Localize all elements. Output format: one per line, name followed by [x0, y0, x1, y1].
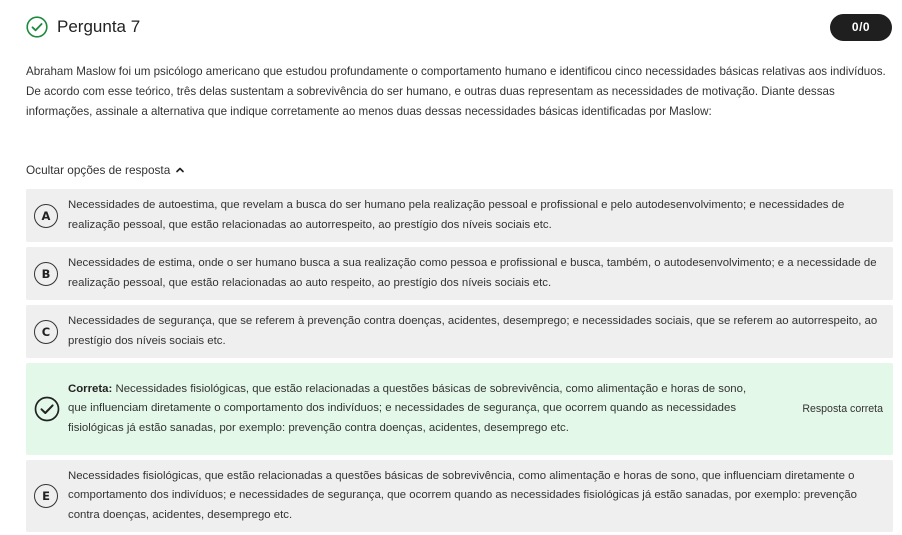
answer-option-a[interactable] — [26, 189, 893, 242]
answer-option-e[interactable] — [26, 460, 893, 532]
option-text-a: Necessidades de autoestima, que revelam a busca do ser humano pela realização pessoal e profissional e pelo autodesenvolvimento; e necessidades de realização pessoal, que estão relacionadas ao autorrespeito, ao prestígio dos níveis sociais etc. — [68, 199, 845, 231]
option-text-c: Necessidades de segurança, que se referem à prevenção contra doenças, acidentes, desemprego; e necessidades sociais, que se referem ao autorrespeito, ao prestígio dos níveis sociais etc. — [68, 315, 878, 347]
check-circle-icon — [34, 396, 60, 422]
answer-option-b[interactable] — [26, 247, 893, 300]
question-title: Pergunta 7 — [57, 17, 141, 36]
correct-prefix: Correta: — [68, 382, 113, 395]
hide-options-toggle[interactable] — [26, 163, 185, 177]
question-text: Abraham Maslow foi um psicólogo americano que estudou profundamente o comportamento humano e identificou cinco necessidades básicas relativas aos indivíduos. De acordo com esse teórico, três delas sustentam a sobrevivência do ser humano, e outras duas representam as necessidades de motivação. Diante dessas informações, assinale a alternativa que indique corretamente ao menos duas dessas necessidades básicas identificadas por Maslow: — [26, 65, 886, 118]
question-header — [26, 12, 892, 42]
correct-answer-label: Resposta correta — [802, 403, 883, 415]
option-letter-b: B — [34, 262, 58, 286]
option-letter-a: A — [34, 204, 58, 228]
option-text-d — [68, 380, 748, 439]
hide-options-label: Ocultar opções de resposta — [26, 163, 171, 177]
answer-option-c[interactable] — [26, 305, 893, 358]
option-text-d-body: Necessidades fisiológicas, que estão relacionadas a questões básicas de sobrevivência, como alimentação e horas de sono, que influenciam diretamente o comportamento dos indivíduos; e necessidades de segurança, que ocorrem quando as necessidades fisiológicas já estão sanadas, por exemplo: prevenção contra doenças, acidentes, desemprego etc. — [68, 382, 747, 434]
answer-option-d-correct[interactable] — [26, 363, 893, 455]
chevron-up-icon — [175, 165, 185, 175]
question-title-wrap — [26, 16, 140, 38]
option-letter-e: E — [34, 484, 58, 508]
check-circle-icon — [26, 16, 48, 38]
option-text-b: Necessidades de estima, onde o ser humano busca a sua realização como pessoa e profissional e busca, também, o autodesenvolvimento; e a necessidade de realização pessoal, que estão relacionadas ao auto respeito, ao prestígio dos níveis sociais etc. — [68, 257, 877, 289]
option-text-e: Necessidades fisiológicas, que estão relacionadas a questões básicas de sobrevivência, como alimentação e horas de sono, que influenciam diretamente o comportamento dos indivíduos; e necessidades de segurança, que ocorrem quando as necessidades fisiológicas já estão sanadas, por exemplo: prevenção contra doenças, acidentes, desemprego etc. — [68, 469, 857, 521]
option-letter-c: C — [34, 320, 58, 344]
score-badge: 0/0 — [830, 14, 892, 41]
